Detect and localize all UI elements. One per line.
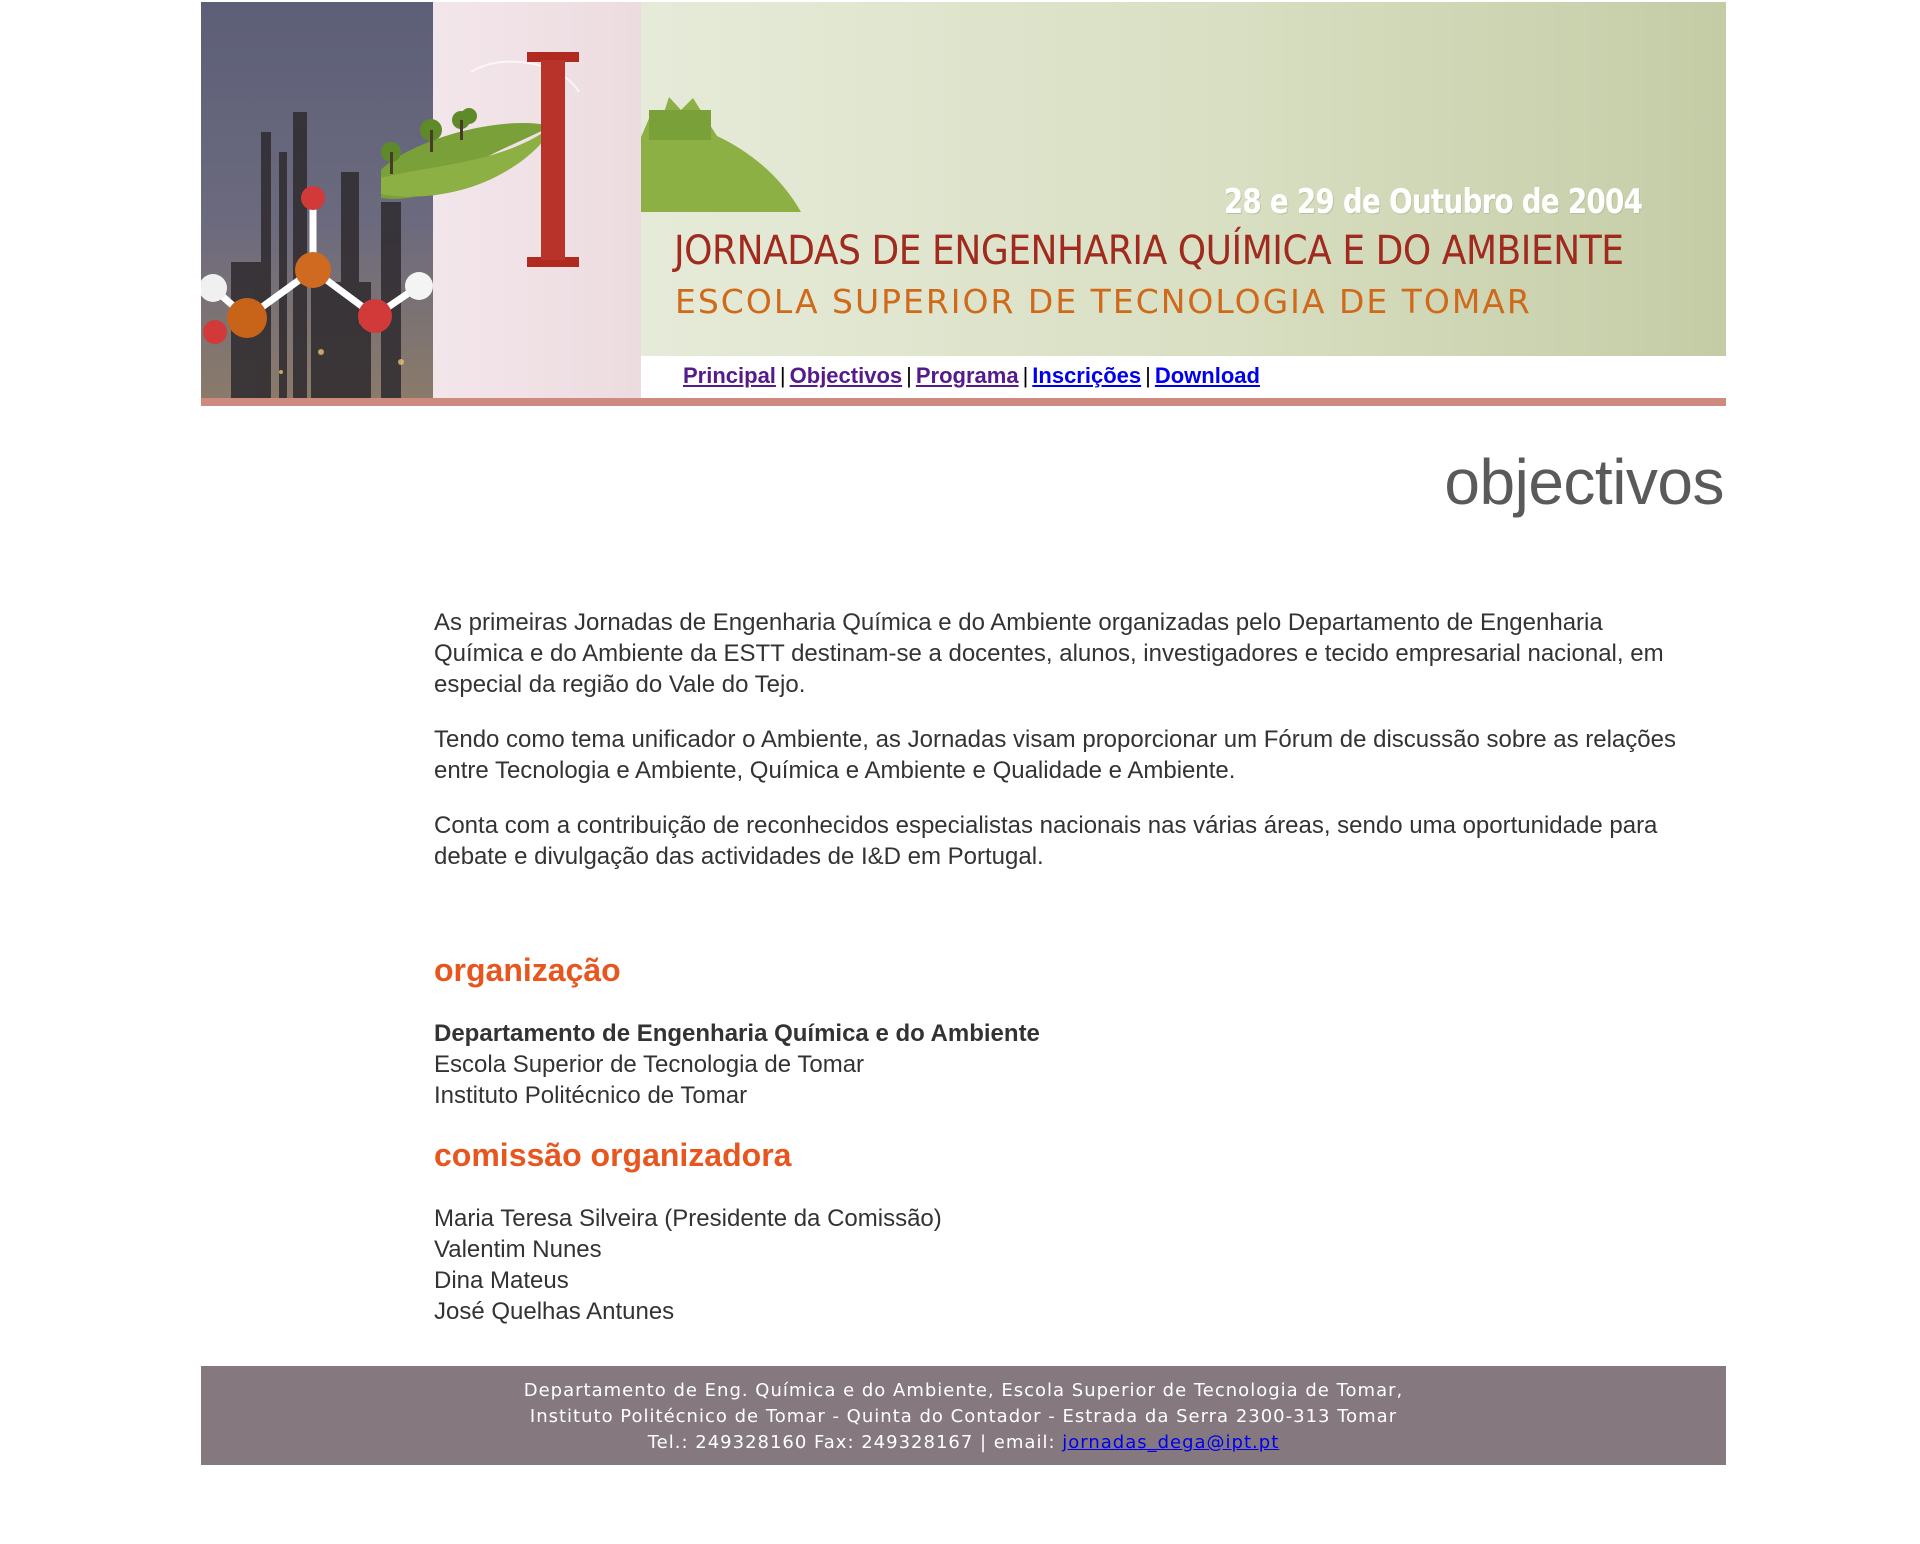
committee-member: Valentim Nunes [434,1236,602,1263]
committee-member: Maria Teresa Silveira (Presidente da Comissão) [434,1205,942,1232]
event-date: 28 e 29 de Outubro de 2004 [1223,182,1642,222]
footer-contact-line [201,1430,1726,1456]
nav-separator: | [1022,363,1029,388]
nav-link-download[interactable]: Download [1154,363,1260,388]
committee-member: José Quelhas Antunes [434,1298,675,1325]
nav-link-principal[interactable]: Principal [683,363,776,388]
organization-heading: organização [434,952,621,988]
header-divider [201,398,1726,406]
committee-heading: comissão organizadora [434,1137,792,1173]
school-name: ESCOLA SUPERIOR DE TECNOLOGIA DE TOMAR [675,282,1532,321]
nav-link-objectivos[interactable]: Objectivos [789,363,903,388]
nav-strip [641,356,1726,398]
factory-hill-icon [641,2,821,212]
intro-paragraph: Conta com a contribuição de reconhecidos especialistas nacionais nas várias áreas, sendo uma oportunidade para debate e divulgação das actividades de I&D em Portugal. [434,812,1658,870]
committee-member: Dina Mateus [434,1267,569,1294]
main-nav [683,363,1260,389]
header-banner [201,2,1726,398]
intro-text [434,607,1694,896]
footer-phone-fax: Tel.: 249328160 Fax: 249328167 | email: [647,1432,1063,1453]
organization-school: Escola Superior de Tecnologia de Tomar [434,1051,865,1078]
nav-separator: | [779,363,786,388]
committee-list [434,1203,942,1327]
footer [201,1366,1726,1465]
footer-address-line: Departamento de Eng. Química e do Ambiente, Escola Superior de Tecnologia de Tomar, [523,1380,1404,1401]
organization-department: Departamento de Engenharia Química e do Ambiente [434,1020,1040,1047]
organization-institute: Instituto Politécnico de Tomar [434,1082,748,1109]
footer-address-line: Instituto Politécnico de Tomar - Quinta do Contador - Estrada da Serra 2300-313 Tomar [529,1406,1398,1427]
intro-paragraph: As primeiras Jornadas de Engenharia Química e do Ambiente organizadas pelo Departamento de Engenharia Química e do Ambiente da ESTT destinam-se a docentes, alunos, investigadores e tecido empresarial nacional, em especial da região do Vale do Tejo. [434,609,1664,698]
nav-link-inscricoes[interactable]: Inscrições [1032,363,1142,388]
footer-email-link[interactable]: jornadas_dega@ipt.pt [1062,1432,1280,1453]
banner-illustration [201,2,641,398]
nav-separator: | [906,363,912,388]
nav-separator: | [1145,363,1151,388]
page-title: objectivos [1444,446,1724,518]
organization-details [434,1018,1040,1111]
event-title: JORNADAS DE ENGENHARIA QUÍMICA E DO AMBIENTE [674,228,1624,274]
nav-link-programa[interactable]: Programa [915,363,1019,388]
intro-paragraph: Tendo como tema unificador o Ambiente, as Jornadas visam proporcionar um Fórum de discussão sobre as relações entre Tecnologia e Ambiente, Química e Ambiente e Qualidade e Ambiente. [434,726,1676,784]
banner-title-panel [641,2,1726,356]
